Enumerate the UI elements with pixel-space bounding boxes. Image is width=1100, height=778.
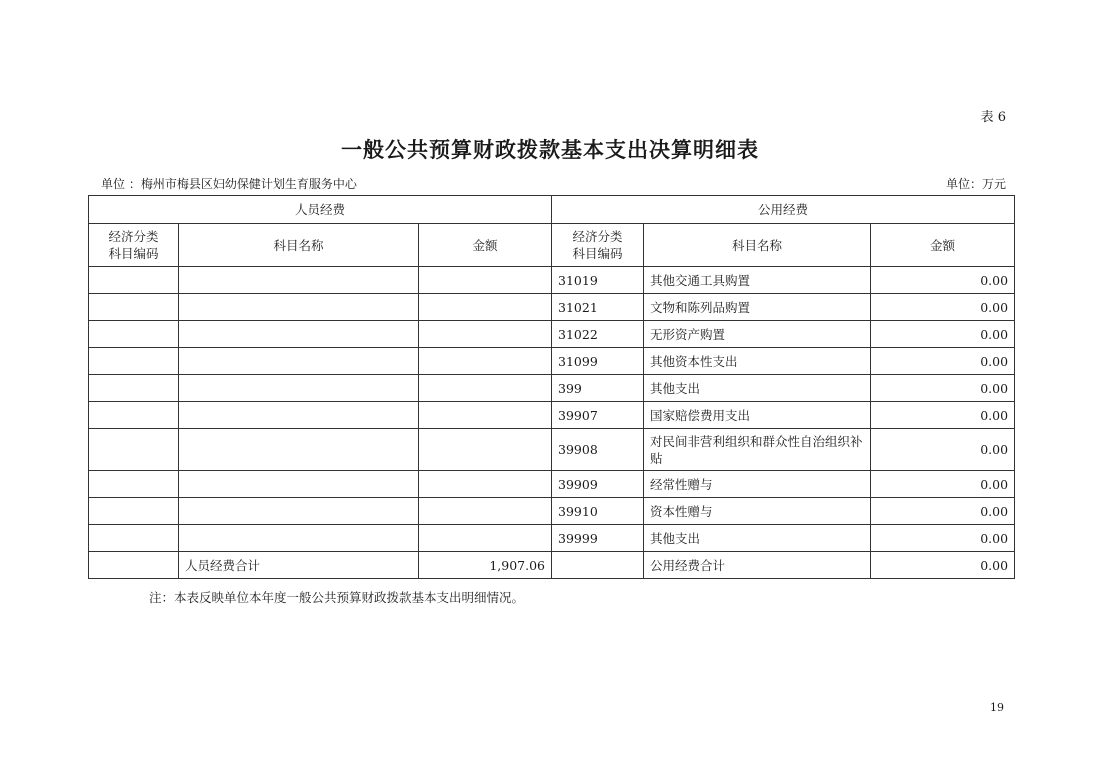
group-header-public: 公用经费 [552, 196, 1015, 224]
public-name-cell: 文物和陈列品购置 [644, 294, 871, 321]
col-header-name: 科目名称 [644, 224, 871, 267]
public-amount-cell: 0.00 [871, 267, 1015, 294]
public-amount-cell: 0.00 [871, 321, 1015, 348]
personnel-name-cell [179, 348, 419, 375]
public-name-cell: 无形资产购置 [644, 321, 871, 348]
col-header-code: 经济分类 科目编码 [552, 224, 644, 267]
public-code-cell: 31021 [552, 294, 644, 321]
public-amount-cell: 0.00 [871, 348, 1015, 375]
unit-currency: 单位：万元 [945, 177, 1006, 191]
public-amount-cell: 0.00 [871, 525, 1015, 552]
unit-organization: 单位 ：梅州市梅县区妇幼保健计划生育服务中心 [101, 177, 357, 191]
public-total-label: 公用经费合计 [644, 552, 871, 579]
personnel-code-cell [89, 375, 179, 402]
public-code-cell: 31022 [552, 321, 644, 348]
table-row [89, 267, 1015, 294]
table-number: 表 6 [980, 110, 1006, 125]
public-amount-cell: 0.00 [871, 402, 1015, 429]
personnel-code-cell [89, 294, 179, 321]
public-total-amount: 0.00 [871, 552, 1015, 579]
group-header-row [89, 196, 1015, 224]
personnel-code-cell [89, 471, 179, 498]
personnel-code-cell [89, 267, 179, 294]
personnel-amount-cell [419, 525, 552, 552]
public-name-cell: 其他支出 [644, 375, 871, 402]
expenditure-detail-table [88, 195, 1015, 579]
personnel-code-cell [89, 402, 179, 429]
personnel-amount-cell [419, 294, 552, 321]
personnel-name-cell [179, 498, 419, 525]
personnel-code-cell [89, 348, 179, 375]
personnel-code-cell [89, 525, 179, 552]
table-row [89, 402, 1015, 429]
personnel-amount-cell [419, 471, 552, 498]
group-header-personnel: 人员经费 [89, 196, 552, 224]
personnel-name-cell [179, 402, 419, 429]
table-row [89, 321, 1015, 348]
personnel-total-amount: 1,907.06 [419, 552, 552, 579]
public-code-cell: 31099 [552, 348, 644, 375]
personnel-amount-cell [419, 321, 552, 348]
public-name-cell: 其他支出 [644, 525, 871, 552]
col-header-code: 经济分类 科目编码 [89, 224, 179, 267]
public-name-cell: 其他资本性支出 [644, 348, 871, 375]
public-code-cell: 39999 [552, 525, 644, 552]
page-title: 一般公共预算财政拨款基本支出决算明细表 [341, 137, 759, 162]
table-row [89, 498, 1015, 525]
personnel-name-cell [179, 267, 419, 294]
personnel-amount-cell [419, 348, 552, 375]
table-row [89, 471, 1015, 498]
public-amount-cell: 0.00 [871, 429, 1015, 471]
personnel-amount-cell [419, 267, 552, 294]
total-row [89, 552, 1015, 579]
public-code-cell [552, 552, 644, 579]
table-row [89, 525, 1015, 552]
public-amount-cell: 0.00 [871, 294, 1015, 321]
personnel-name-cell [179, 321, 419, 348]
col-header-amount: 金额 [419, 224, 552, 267]
personnel-name-cell [179, 471, 419, 498]
table-note: 注：本表反映单位本年度一般公共预算财政拨款基本支出明细情况。 [149, 590, 525, 605]
public-name-cell: 经常性赠与 [644, 471, 871, 498]
column-header-row [89, 224, 1015, 267]
personnel-name-cell [179, 375, 419, 402]
table-row [89, 375, 1015, 402]
table-row [89, 429, 1015, 471]
public-amount-cell: 0.00 [871, 498, 1015, 525]
public-code-cell: 399 [552, 375, 644, 402]
personnel-code-cell [89, 498, 179, 525]
personnel-name-cell [179, 294, 419, 321]
public-name-cell: 资本性赠与 [644, 498, 871, 525]
personnel-code-cell [89, 552, 179, 579]
public-code-cell: 39909 [552, 471, 644, 498]
personnel-name-cell [179, 525, 419, 552]
public-amount-cell: 0.00 [871, 471, 1015, 498]
page-number: 19 [990, 701, 1004, 714]
personnel-amount-cell [419, 498, 552, 525]
personnel-amount-cell [419, 402, 552, 429]
personnel-code-cell [89, 429, 179, 471]
personnel-name-cell [179, 429, 419, 471]
personnel-amount-cell [419, 375, 552, 402]
public-code-cell: 39908 [552, 429, 644, 471]
public-name-cell: 国家赔偿费用支出 [644, 402, 871, 429]
col-header-name: 科目名称 [179, 224, 419, 267]
public-name-cell: 对民间非营利组织和群众性自治组织补贴 [644, 429, 871, 471]
public-amount-cell: 0.00 [871, 375, 1015, 402]
public-code-cell: 39910 [552, 498, 644, 525]
public-code-cell: 31019 [552, 267, 644, 294]
table-row [89, 348, 1015, 375]
public-code-cell: 39907 [552, 402, 644, 429]
col-header-amount: 金额 [871, 224, 1015, 267]
table-row [89, 294, 1015, 321]
public-name-cell: 其他交通工具购置 [644, 267, 871, 294]
personnel-total-label: 人员经费合计 [179, 552, 419, 579]
personnel-code-cell [89, 321, 179, 348]
personnel-amount-cell [419, 429, 552, 471]
